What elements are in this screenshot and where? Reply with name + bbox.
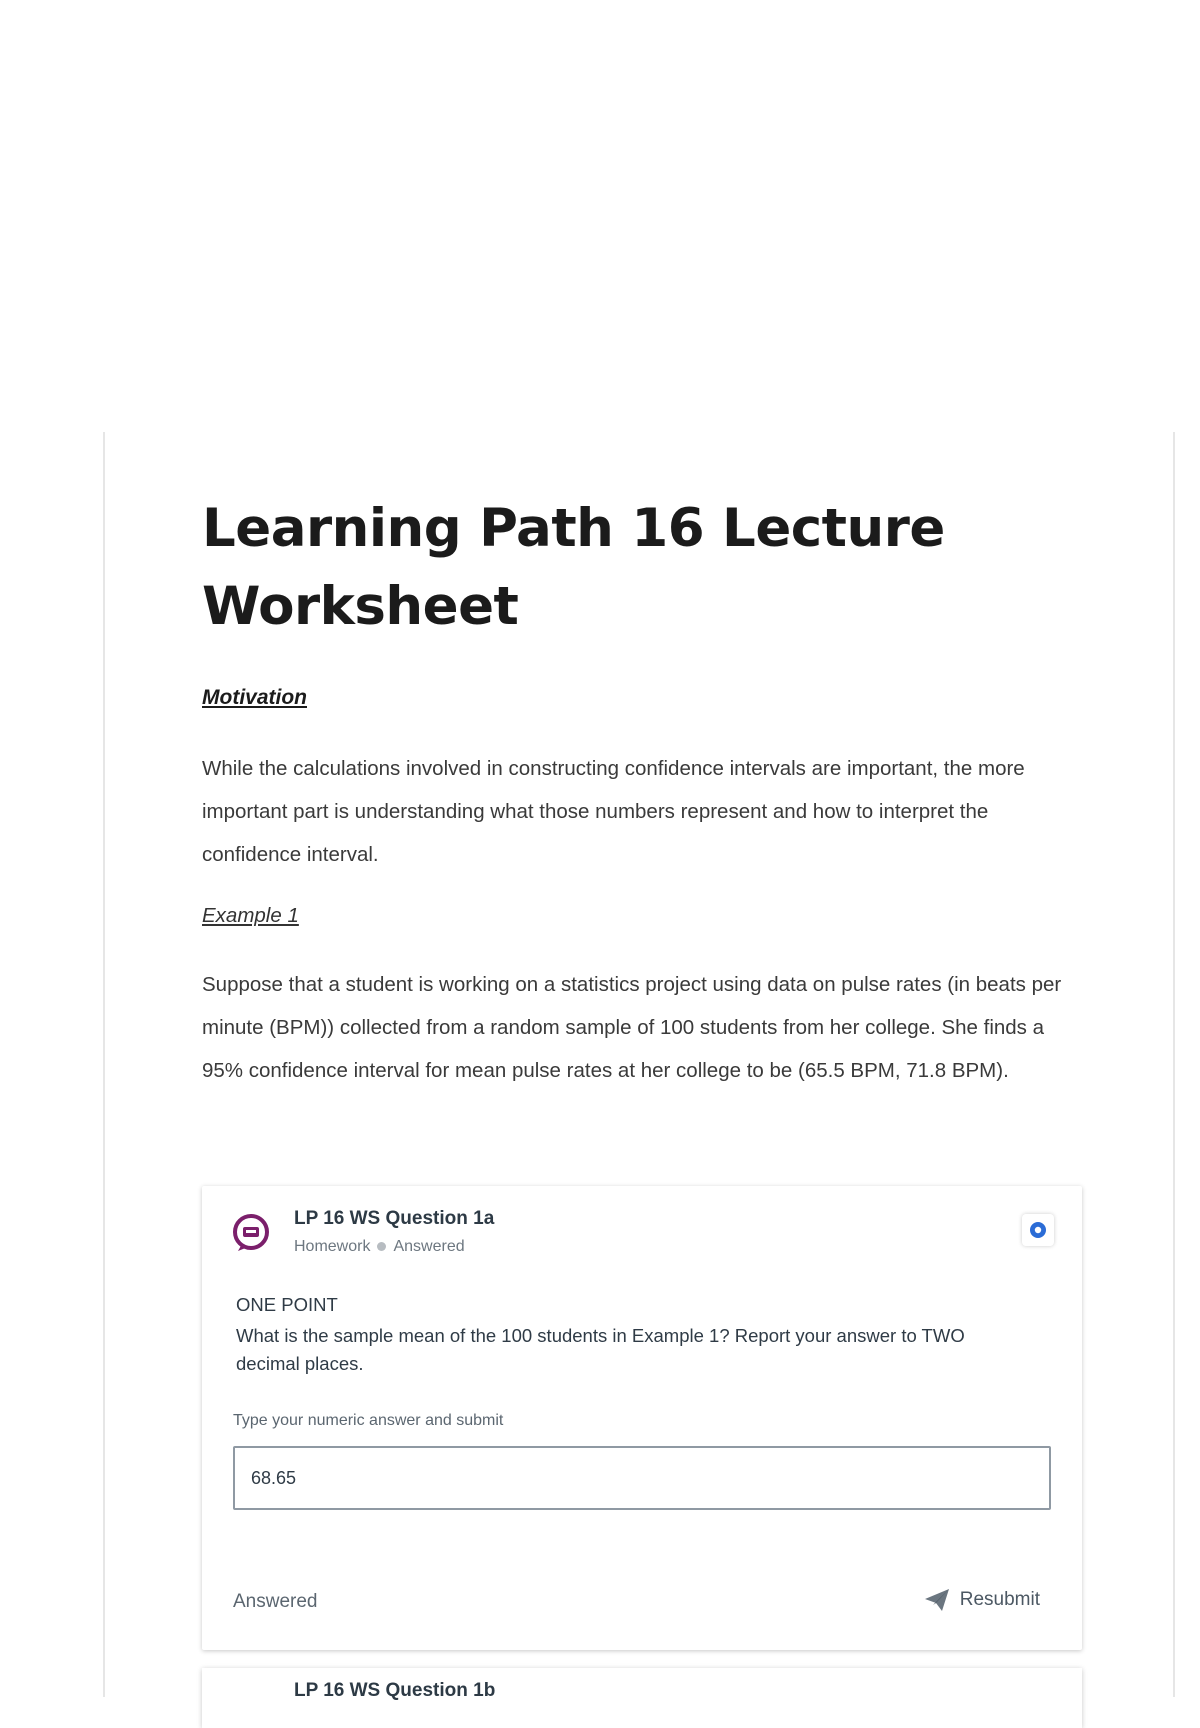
next-question-card <box>202 1668 1082 1728</box>
chat-logo-icon <box>232 1214 270 1252</box>
motivation-paragraph: While the calculations involved in constructing confidence intervals are important, the more important part is understanding what those numbers represent and how to interpret the confidence interval. <box>202 757 1025 866</box>
worksheet-content <box>202 490 1082 1092</box>
input-hint: Type your numeric answer and submit <box>233 1412 504 1429</box>
question-title: LP 16 WS Question 1a <box>294 1208 495 1229</box>
next-question-title: LP 16 WS Question 1b <box>294 1680 496 1701</box>
question-card <box>202 1186 1082 1650</box>
point-label: ONE POINT <box>236 1294 338 1315</box>
question-text: What is the sample mean of the 100 students in Example 1? Report your answer to TWO decimal places. <box>236 1325 965 1374</box>
send-icon <box>924 1588 950 1612</box>
resubmit-label: Resubmit <box>959 1589 1040 1610</box>
resubmit-button[interactable] <box>924 1588 1040 1612</box>
question-meta <box>294 1238 465 1256</box>
numeric-answer-input[interactable] <box>233 1446 1051 1510</box>
answer-status: Answered <box>233 1591 318 1612</box>
flag-button[interactable] <box>1022 1214 1054 1246</box>
example-paragraph: Suppose that a student is working on a statistics project using data on pulse rates (in beats per minute (BPM)) collected from a random sample of 100 students from her college. She finds a 95% confidence interval for mean pulse rates at her college to be (65.5 BPM, 71.8 BPM). <box>202 973 1062 1082</box>
separator-dot <box>377 1242 386 1251</box>
question-type: Homework <box>294 1238 371 1255</box>
example-heading: Example 1 <box>202 904 299 927</box>
motivation-heading: Motivation <box>202 686 307 709</box>
page-title: Learning Path 16 Lecture Worksheet <box>202 498 945 637</box>
badge-icon <box>1028 1220 1048 1240</box>
answer-value: 68.65 <box>251 1467 297 1488</box>
worksheet-page <box>103 432 1175 1701</box>
question-state: Answered <box>393 1238 465 1255</box>
